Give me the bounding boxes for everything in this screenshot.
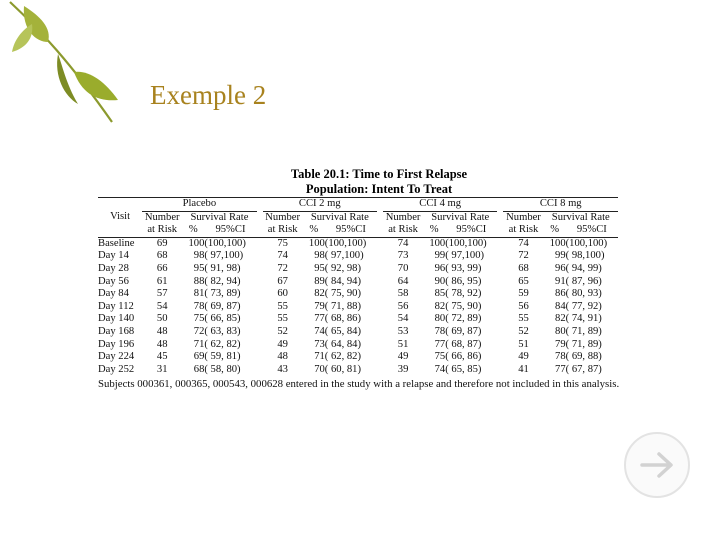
at-risk-cell: 49 <box>518 351 529 363</box>
at-risk-cell: 55 <box>518 313 529 325</box>
visit-cell: Day 168 <box>98 325 135 337</box>
number-header: Number <box>385 211 421 223</box>
survival-pct-cell: 85 <box>434 288 446 300</box>
survival-pct-cell: 86 <box>555 288 566 300</box>
ci-cell: ( 66, 85) <box>204 313 241 325</box>
survival-pct-cell: 75 <box>434 351 446 363</box>
survival-pct-cell: 78 <box>434 325 446 337</box>
at-risk-cell: 49 <box>397 351 409 363</box>
visit-cell: Day 84 <box>98 288 129 300</box>
survival-pct-cell: 82 <box>314 288 325 300</box>
ci-cell: (100,100) <box>324 237 367 249</box>
pct-header: % <box>182 224 204 237</box>
ci-cell: ( 97,100) <box>204 250 244 262</box>
pct-header: % <box>423 224 445 237</box>
survival-pct-cell: 84 <box>555 300 566 312</box>
at-risk-cell: 55 <box>277 300 288 312</box>
at-risk-cell: 65 <box>518 275 529 287</box>
visit-cell: Day 196 <box>98 338 135 350</box>
ci-cell: ( 62, 82) <box>204 338 241 350</box>
survival-pct-cell: 99 <box>555 250 566 262</box>
at-risk-cell: 68 <box>156 250 168 262</box>
at-risk-header: at Risk <box>383 224 423 237</box>
survival-pct-cell: 72 <box>193 325 205 337</box>
ci-cell: ( 69, 87) <box>204 300 241 312</box>
at-risk-cell: 49 <box>277 338 288 350</box>
at-risk-cell: 69 <box>156 237 168 249</box>
ci-cell: ( 68, 87) <box>445 338 482 350</box>
ci-cell: (100,100) <box>565 237 608 249</box>
ci-header: 95%CI <box>445 224 497 237</box>
sub-header-row-1 <box>98 211 618 224</box>
survival-pct-cell: 75 <box>193 313 205 325</box>
survival-pct-cell: 99 <box>434 250 446 262</box>
survival-pct-cell: 96 <box>555 262 566 274</box>
ci-cell: ( 84, 94) <box>324 275 361 287</box>
table-row <box>98 288 618 301</box>
pct-header: % <box>303 224 325 237</box>
at-risk-cell: 48 <box>156 325 168 337</box>
table-footnote: Subjects 000361, 000365, 000543, 000628 entered in the study with a relapse and therefore not included in this analysis. <box>98 378 620 391</box>
table-row <box>98 263 618 276</box>
at-risk-cell: 53 <box>397 325 409 337</box>
survival-pct-cell: 89 <box>314 275 325 287</box>
ci-cell: ( 86, 95) <box>445 275 482 287</box>
at-risk-cell: 51 <box>518 338 529 350</box>
survival-pct-cell: 77 <box>434 338 446 350</box>
ci-cell: ( 71, 88) <box>324 300 361 312</box>
visit-cell: Day 224 <box>98 351 135 363</box>
ci-cell: ( 97,100) <box>445 250 485 262</box>
survival-pct-cell: 100 <box>549 237 566 249</box>
visit-cell: Day 140 <box>98 313 135 325</box>
survival-rate-header: Survival Rate <box>310 211 369 223</box>
table-body <box>98 237 618 376</box>
ci-cell: ( 74, 91) <box>565 313 602 325</box>
survival-pct-cell: 79 <box>314 300 325 312</box>
ci-cell: ( 97,100) <box>324 250 364 262</box>
at-risk-cell: 66 <box>156 262 168 274</box>
survival-pct-cell: 68 <box>193 363 205 375</box>
ci-cell: ( 59, 81) <box>204 351 241 363</box>
number-header: Number <box>265 211 300 223</box>
at-risk-cell: 39 <box>397 363 409 375</box>
ci-cell: ( 60, 81) <box>324 363 361 375</box>
survival-pct-cell: 98 <box>193 250 205 262</box>
ci-cell: ( 68, 86) <box>324 313 361 325</box>
ci-cell: (100,100) <box>445 237 487 249</box>
survival-pct-cell: 77 <box>314 313 325 325</box>
at-risk-cell: 43 <box>277 363 288 375</box>
table-row <box>98 313 618 326</box>
at-risk-cell: 61 <box>156 275 168 287</box>
survival-pct-cell: 77 <box>555 363 566 375</box>
table-row <box>98 326 618 339</box>
ci-cell: ( 80, 93) <box>565 288 602 300</box>
survival-pct-cell: 96 <box>434 262 446 274</box>
ci-cell: ( 62, 82) <box>324 351 361 363</box>
at-risk-cell: 54 <box>156 300 168 312</box>
slide-title: Exemple 2 <box>150 80 267 110</box>
number-header: Number <box>506 211 541 223</box>
table-row <box>98 237 618 250</box>
ci-cell: ( 82, 94) <box>204 275 241 287</box>
at-risk-cell: 48 <box>277 351 288 363</box>
at-risk-cell: 56 <box>397 300 409 312</box>
ci-header: 95%CI <box>325 224 377 237</box>
ci-cell: ( 65, 85) <box>445 363 482 375</box>
at-risk-cell: 56 <box>518 300 529 312</box>
arrow-right-icon <box>640 450 676 480</box>
at-risk-cell: 48 <box>156 338 168 350</box>
leaf-branch-icon <box>0 0 130 130</box>
at-risk-cell: 58 <box>397 288 409 300</box>
at-risk-cell: 68 <box>518 262 529 274</box>
at-risk-cell: 72 <box>277 262 288 274</box>
survival-pct-cell: 80 <box>555 325 566 337</box>
table-title <box>136 167 622 197</box>
at-risk-cell: 52 <box>518 325 529 337</box>
at-risk-cell: 41 <box>518 363 529 375</box>
survival-pct-cell: 74 <box>314 325 325 337</box>
table-row <box>98 250 618 263</box>
table-title-line1: Table 20.1: Time to First Relapse <box>290 167 468 181</box>
ci-header: 95%CI <box>566 224 618 237</box>
survival-pct-cell: 78 <box>555 351 566 363</box>
at-risk-cell: 54 <box>397 313 409 325</box>
at-risk-cell: 74 <box>397 237 409 249</box>
survival-pct-cell: 91 <box>555 275 566 287</box>
visit-cell: Baseline <box>98 237 135 249</box>
survival-rate-header: Survival Rate <box>190 211 249 223</box>
ci-cell: (100,100) <box>204 237 246 249</box>
visit-cell: Day 56 <box>98 275 129 287</box>
survival-pct-cell: 100 <box>308 237 325 249</box>
table-title-line2: Population: Intent To Treat <box>305 182 453 196</box>
survival-pct-cell: 79 <box>555 338 566 350</box>
ci-cell: ( 71, 89) <box>565 338 602 350</box>
at-risk-cell: 60 <box>277 288 288 300</box>
at-risk-cell: 51 <box>397 338 409 350</box>
ci-cell: ( 64, 84) <box>324 338 361 350</box>
ci-cell: ( 73, 89) <box>204 288 241 300</box>
survival-pct-cell: 88 <box>193 275 205 287</box>
visit-cell: Day 252 <box>98 363 135 375</box>
ci-cell: ( 75, 90) <box>324 288 361 300</box>
table-row <box>98 351 618 364</box>
table-row <box>98 364 618 377</box>
survival-rate-header: Survival Rate <box>431 211 490 223</box>
survival-pct-cell: 98 <box>314 250 325 262</box>
group-header-placebo: Placebo <box>142 198 256 212</box>
survival-pct-cell: 71 <box>193 338 205 350</box>
survival-pct-cell: 82 <box>555 313 566 325</box>
group-header-row <box>98 198 618 212</box>
table-row <box>98 301 618 314</box>
ci-cell: ( 92, 98) <box>324 262 361 274</box>
survival-pct-cell: 80 <box>434 313 446 325</box>
ci-cell: ( 69, 88) <box>565 351 602 363</box>
ci-cell: ( 58, 80) <box>204 363 241 375</box>
at-risk-cell: 74 <box>277 250 288 262</box>
table-figure <box>98 167 622 391</box>
ci-header: 95%CI <box>204 224 256 237</box>
ci-cell: ( 78, 92) <box>445 288 482 300</box>
survival-pct-cell: 71 <box>314 351 325 363</box>
survival-pct-cell: 70 <box>314 363 325 375</box>
group-header-cci4: CCI 4 mg <box>383 198 497 212</box>
survival-pct-cell: 82 <box>434 300 446 312</box>
ci-cell: ( 66, 86) <box>445 351 482 363</box>
ci-cell: ( 72, 89) <box>445 313 482 325</box>
survival-pct-cell: 69 <box>193 351 205 363</box>
ci-cell: ( 94, 99) <box>565 262 602 274</box>
survival-pct-cell: 90 <box>434 275 446 287</box>
ci-cell: ( 87, 96) <box>565 275 602 287</box>
at-risk-cell: 55 <box>277 313 288 325</box>
at-risk-header: at Risk <box>263 224 303 237</box>
survival-pct-cell: 100 <box>429 237 446 249</box>
ci-cell: ( 69, 87) <box>445 325 482 337</box>
ci-cell: ( 63, 83) <box>204 325 241 337</box>
at-risk-cell: 59 <box>518 288 529 300</box>
at-risk-header: at Risk <box>503 224 543 237</box>
ci-cell: ( 91, 98) <box>204 262 241 274</box>
ci-cell: ( 98,100) <box>565 250 605 262</box>
survival-pct-cell: 95 <box>314 262 325 274</box>
survival-pct-cell: 78 <box>193 300 205 312</box>
visit-cell: Day 14 <box>98 250 129 262</box>
survival-pct-cell: 73 <box>314 338 325 350</box>
table-row <box>98 276 618 289</box>
ci-cell: ( 75, 90) <box>445 300 482 312</box>
at-risk-cell: 72 <box>518 250 529 262</box>
survival-rate-header: Survival Rate <box>551 211 610 223</box>
sub-header-row-2 <box>98 224 618 237</box>
ci-cell: ( 65, 84) <box>324 325 361 337</box>
group-header-cci8: CCI 8 mg <box>503 198 618 212</box>
at-risk-cell: 45 <box>156 351 168 363</box>
ci-cell: ( 93, 99) <box>445 262 482 274</box>
table-row <box>98 339 618 352</box>
next-slide-button[interactable] <box>624 432 690 498</box>
group-header-cci2: CCI 2 mg <box>263 198 377 212</box>
survival-pct-cell: 74 <box>434 363 446 375</box>
survival-table <box>98 197 618 376</box>
ci-cell: ( 67, 87) <box>565 363 602 375</box>
pct-header: % <box>544 224 566 237</box>
ci-cell: ( 71, 89) <box>565 325 602 337</box>
survival-pct-cell: 81 <box>193 288 205 300</box>
visit-header: Visit <box>110 211 131 223</box>
survival-pct-cell: 95 <box>193 262 205 274</box>
at-risk-cell: 57 <box>156 288 168 300</box>
at-risk-cell: 70 <box>397 262 409 274</box>
at-risk-cell: 74 <box>518 237 529 249</box>
visit-cell: Day 28 <box>98 262 129 274</box>
survival-pct-cell: 100 <box>188 237 205 249</box>
at-risk-cell: 31 <box>156 363 168 375</box>
at-risk-header: at Risk <box>142 224 182 237</box>
at-risk-cell: 67 <box>277 275 288 287</box>
at-risk-cell: 75 <box>277 237 288 249</box>
at-risk-cell: 52 <box>277 325 288 337</box>
at-risk-cell: 73 <box>397 250 409 262</box>
number-header: Number <box>144 211 180 223</box>
at-risk-cell: 50 <box>156 313 168 325</box>
visit-cell: Day 112 <box>98 300 134 312</box>
ci-cell: ( 77, 92) <box>565 300 602 312</box>
at-risk-cell: 64 <box>397 275 409 287</box>
